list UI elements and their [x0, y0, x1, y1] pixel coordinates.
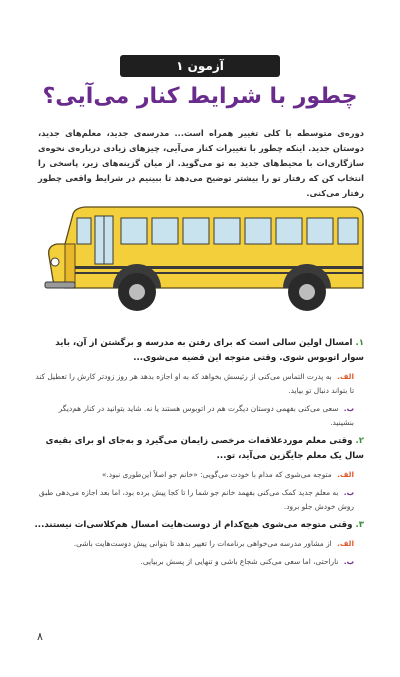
option-be[interactable]: [34, 486, 358, 514]
bus-window: [214, 218, 240, 244]
test-badge: آزمون ۱: [120, 55, 280, 77]
option-letter: ب.: [343, 488, 354, 497]
question-text: [34, 336, 364, 366]
option-letter: ب.: [343, 557, 354, 566]
bus-windshield: [77, 218, 91, 244]
bus-window: [152, 218, 178, 244]
question-body: امسال اولین سالی است که برای رفتن به مدرسه و برگشتن از آن، باید سوار اتوبوس شوی. وقتی متوجه این قضیه می‌شوی...: [55, 338, 364, 363]
option-letter: الف.: [337, 372, 354, 381]
option-text: از مشاور مدرسه می‌خواهی برنامه‌ات را تغییر بدهد تا بتوانی پیش دوست‌هایت باشی.: [73, 539, 332, 548]
question-body: وقتی متوجه می‌شوی هیچ‌کدام از دوست‌هایت امسال هم‌کلاسی‌ات نیستند...: [34, 520, 353, 530]
option-text: به پدرت التماس می‌کنی از رئیسش بخواهد که به او اجازه بدهد هر روز زودتر کارش را تعطیل کند تا بتواند دنبال تو بیاید.: [35, 372, 354, 395]
option-text: متوجه می‌شوی که مدام با خودت می‌گویی: «خانم جو اصلاً این‌طوری نبود.»: [101, 470, 332, 479]
page-number: ۸: [37, 630, 43, 643]
question-1: [34, 336, 364, 430]
option-letter: الف.: [337, 539, 354, 548]
option-letter: ب.: [343, 404, 354, 413]
question-number: ۱.: [355, 338, 364, 348]
option-letter: الف.: [337, 470, 354, 479]
option-text: به معلم جدید کمک می‌کنی بفهمد خانم جو شما را تا کجا پیش برده بود، اما بعد اجازه می‌دهی طبق روش خودش جلو برود.: [38, 488, 354, 511]
option-text: سعی می‌کنی بفهمی دوستان دیگرت هم در اتوبوس هستند یا نه. شاید بتوانید در کنار هم‌دیگر بنشینید.: [58, 404, 354, 427]
questions-list: [34, 336, 364, 573]
question-3: [34, 518, 364, 569]
bus-window: [338, 218, 358, 244]
option-be[interactable]: [34, 402, 358, 430]
question-text: [34, 518, 364, 533]
question-2: [34, 434, 364, 514]
bus-window: [245, 218, 271, 244]
option-alef[interactable]: [34, 468, 358, 482]
option-text: ناراحتی، اما سعی می‌کنی شجاع باشی و تنهایی از پسش بربیایی.: [140, 557, 339, 566]
question-text: [34, 434, 364, 464]
bus-window: [183, 218, 209, 244]
question-body: وقتی معلم موردعلاقه‌ات مرخصی زایمان می‌گیرد و به‌جای او برای بقیه‌ی سال یک معلم جایگزین می‌آید، تو...: [45, 436, 364, 461]
option-alef[interactable]: [34, 537, 358, 551]
school-bus-icon: [35, 200, 365, 320]
option-alef[interactable]: [34, 370, 358, 398]
question-number: ۳.: [355, 520, 364, 530]
intro-paragraph: دوره‌ی متوسطه با کلی تغییر همراه است... مدرسه‌ی جدید، معلم‌های جدید، دوستان جدید. اینکه چطور با تغییرات کنار می‌آیی، چیزهای زیادی درباره‌ی نحوه‌ی سازگاری‌ات با محیط‌های جدید به تو می‌گوید. از میان گزینه‌های زیر، پاسخی را انتخاب کن که رفتار تو را بیشتر توضیح می‌دهد تا ببینیم در شرایط واقعی چطور رفتار می‌کنی.: [38, 128, 364, 198]
option-be[interactable]: [34, 555, 358, 569]
bus-window: [276, 218, 302, 244]
question-number: ۲.: [355, 436, 364, 446]
page-title: چطور با شرایط کنار می‌آیی؟: [42, 84, 358, 109]
bus-window: [121, 218, 147, 244]
bus-window: [307, 218, 333, 244]
